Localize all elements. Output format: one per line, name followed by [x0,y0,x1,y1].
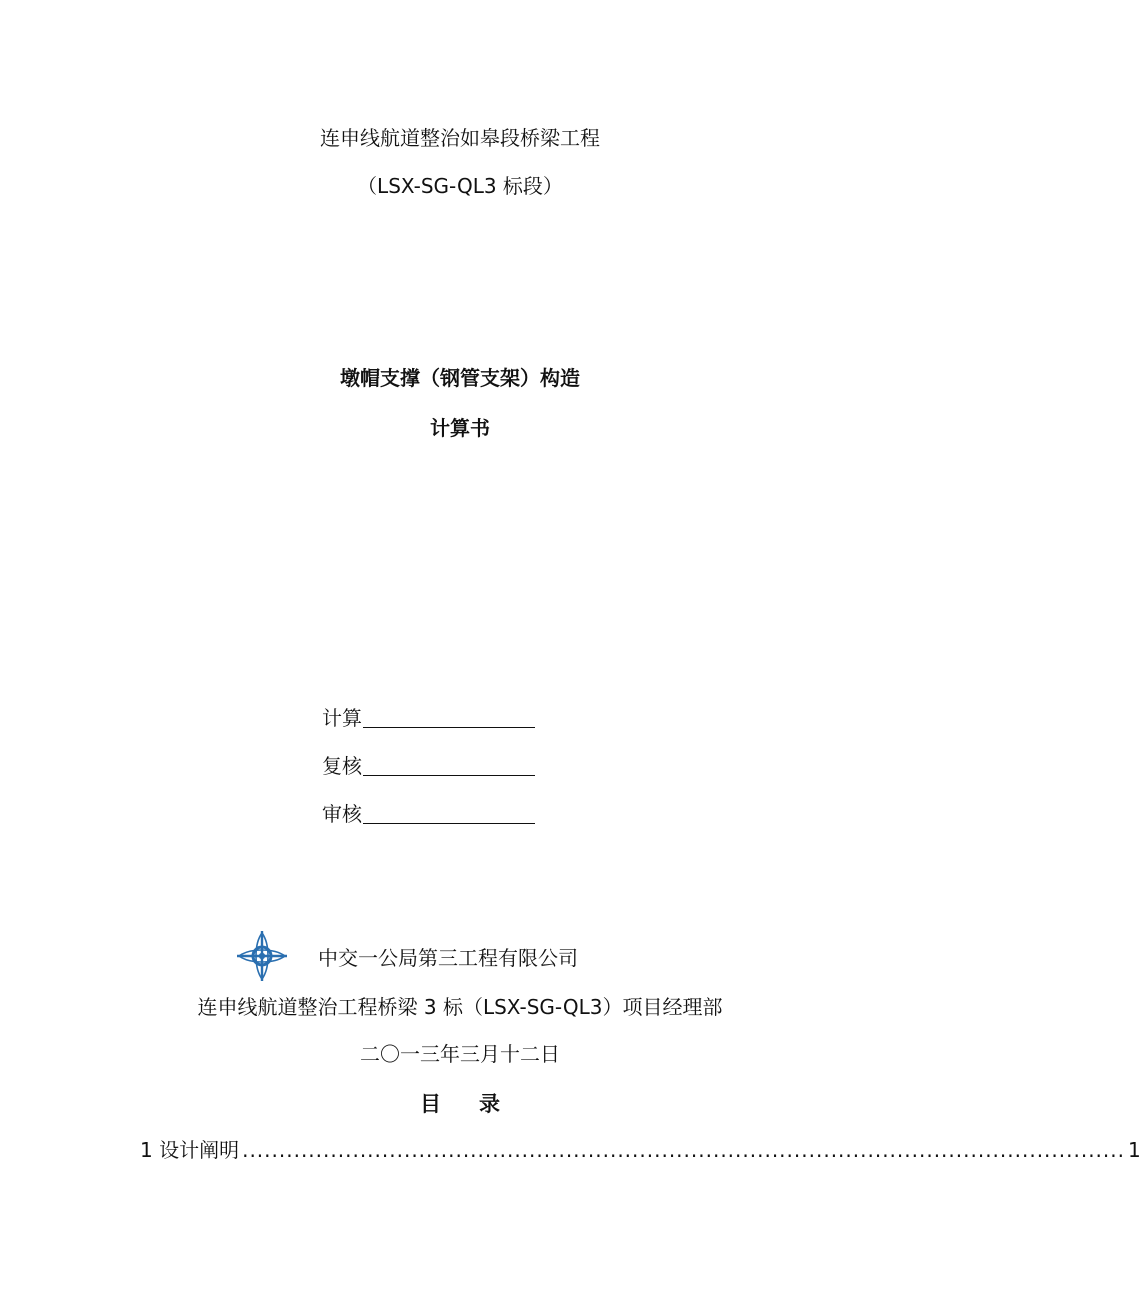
signature-approve-label: 审核 [322,802,362,826]
signature-calc-row [322,708,535,728]
document-date: 二〇一三年三月十二日 [360,1042,560,1066]
toc-leader-dots: ........................................................................................................................ [242,1138,1125,1162]
signature-calc-line [363,709,535,728]
signature-approve-line [363,805,535,824]
document-subtitle: 计算书 [430,416,490,440]
company-name: 中交一公局第三工程有限公司 [318,945,578,970]
project-section: （LSX-SG-QL3 标段） [357,174,563,198]
ccccc-logo-icon [236,930,288,982]
toc-entry-page: 1 [1127,1138,1141,1162]
toc-entry-label: 1 设计阐明 [140,1138,240,1162]
signature-review-label: 复核 [322,754,362,778]
toc-heading-left: 目 [420,1092,441,1116]
signature-calc-label: 计算 [322,706,362,730]
signature-review-line [363,757,535,776]
company-header [236,930,578,982]
toc-heading [0,1094,920,1115]
signature-review-row [322,756,535,776]
project-title: 连申线航道整治如皋段桥梁工程 [320,126,600,150]
toc-heading-right: 录 [479,1092,500,1116]
project-department: 连申线航道整治工程桥梁 3 标（LSX-SG-QL3）项目经理部 [197,995,723,1019]
signature-approve-row [322,804,535,824]
toc-entry[interactable] [140,1138,1141,1162]
document-title: 墩帽支撑（钢管支架）构造 [340,366,580,390]
